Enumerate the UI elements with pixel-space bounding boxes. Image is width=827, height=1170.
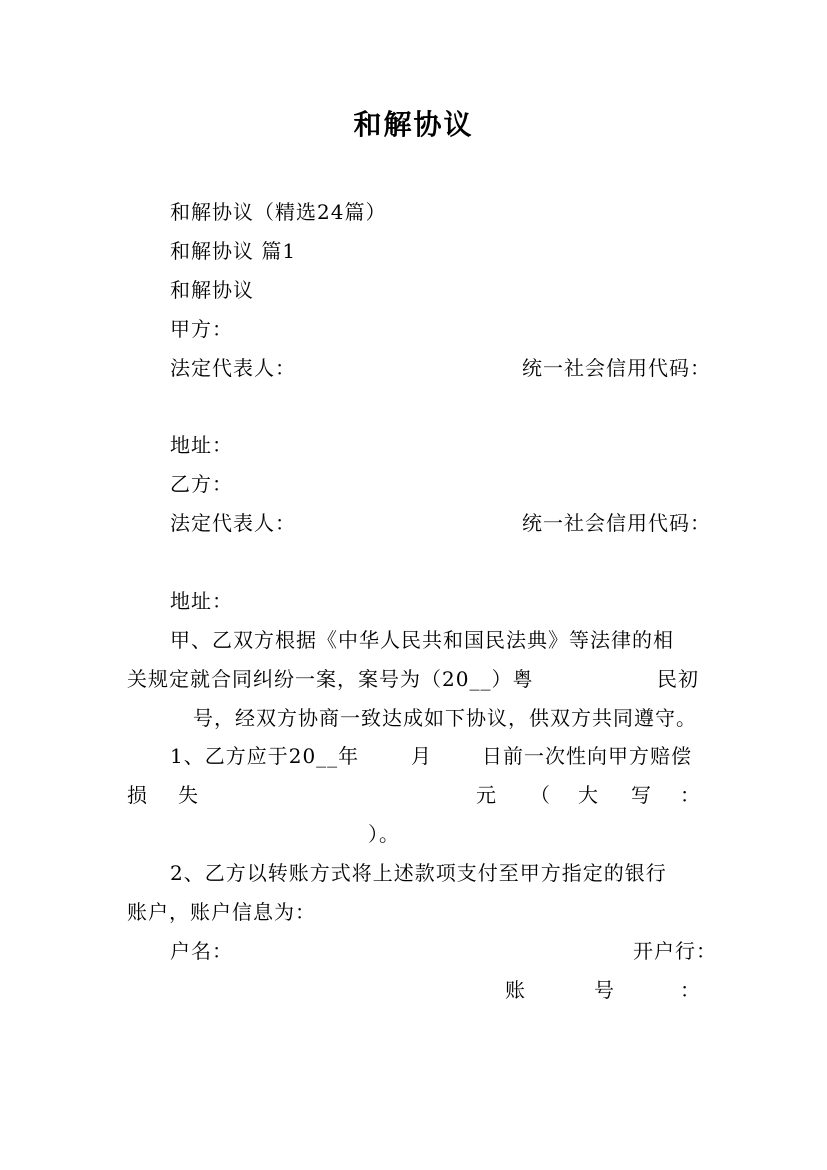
bank-label: 开户行： <box>633 939 717 963</box>
item-1-line-2-part-7: ： <box>680 783 701 807</box>
item-1-line-3: ）。 <box>368 822 400 846</box>
account-number-label-part-1: 账 <box>505 978 526 1002</box>
party-a-label: 甲方： <box>170 317 233 341</box>
account-name-label: 户名： <box>170 939 233 963</box>
item-1-line-2-part-4: （ <box>530 783 551 807</box>
item-1-line-2-part-2: 失 <box>178 783 199 807</box>
agreement-heading: 和解协议 <box>170 278 254 302</box>
account-number-label-part-3: ： <box>680 978 701 1002</box>
party-b-label: 乙方： <box>170 472 233 496</box>
party-a-credit-code-label: 统一社会信用代码： <box>522 356 711 380</box>
item-1-line-2-part-5: 大 <box>578 783 599 807</box>
account-number-label-part-2: 号 <box>594 978 615 1002</box>
subtitle-line: 和解协议（精选24篇） <box>170 200 387 224</box>
item-1-line-2-part-3: 元 <box>476 783 497 807</box>
document-title: 和解协议 <box>353 108 474 141</box>
paragraph-1-line-2: 关规定就合同纠纷一案，案号为（20__）粤 <box>127 667 534 691</box>
item-1-line-1-part-1: 1、乙方应于20__年 <box>170 744 360 768</box>
item-1-line-2-part-1: 损 <box>127 783 148 807</box>
item-2-line-1: 2、乙方以转账方式将上述款项支付至甲方指定的银行 <box>170 861 667 885</box>
party-b-representative-label: 法定代表人： <box>170 511 296 535</box>
item-1-line-1-part-3: 日前一次性向甲方赔偿 <box>482 744 692 768</box>
section-heading: 和解协议 篇1 <box>170 239 297 263</box>
item-1-line-1-part-2: 月 <box>411 744 432 768</box>
paragraph-1-line-2-right: 民初 <box>657 667 699 691</box>
party-a-address-label: 地址： <box>170 433 233 457</box>
paragraph-1-line-1: 甲、乙双方根据《中华人民共和国民法典》等法律的相 <box>170 628 674 652</box>
party-b-address-label: 地址： <box>170 589 233 613</box>
paragraph-1-line-3: 号，经双方协商一致达成如下协议，供双方共同遵守。 <box>193 706 697 730</box>
item-2-line-2: 账户，账户信息为： <box>127 900 316 924</box>
item-1-line-2-part-6: 写 <box>631 783 652 807</box>
party-a-representative-label: 法定代表人： <box>170 356 296 380</box>
party-b-credit-code-label: 统一社会信用代码： <box>522 511 711 535</box>
